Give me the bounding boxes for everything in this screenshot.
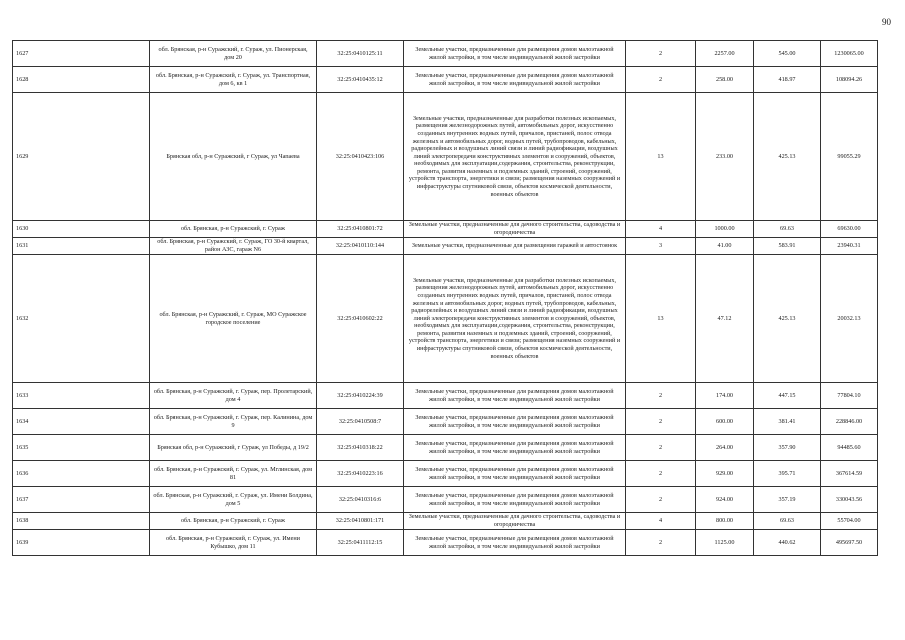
land-use-category: Земельные участки, предназначенные для размещения домов малоэтажной жилой застройки, в том числе индивидуальной жилой застройки	[404, 383, 626, 409]
land-use-category: Земельные участки, предназначенные для размещения домов малоэтажной жилой застройки, в том числе индивидуальной жилой застройки	[404, 409, 626, 435]
address-cell: Брянская обл, р-н Суражский, г Сураж, ул Победы, д 19/2	[150, 435, 317, 461]
land-use-group: 2	[626, 487, 696, 513]
cadastral-number: 32:25:0410223:16	[317, 461, 404, 487]
cadastral-number: 32:25:0411112:15	[317, 530, 404, 556]
land-use-category: Земельные участки, предназначенные для размещения домов малоэтажной жилой застройки, в том числе индивидуальной жилой застройки	[404, 435, 626, 461]
cadastral-value: 20032.13	[821, 255, 878, 383]
cadastral-number: 32:25:0410801:72	[317, 221, 404, 238]
land-use-category: Земельные участки, предназначенные для разработки полезных ископаемых, размещения железнодорожных путей, автомобильных дорог, искусственно созданных внутренних водных путей, причалов, пристаней, полос отвода железных и автомобильных дорог, водных путей, трубопроводов, кабельных, радиорелейных и воздушных линий связи и линий радиофикации, воздушных линий электропередачи конструктивных элементов и сооружений, объектов, необходимых для эксплуатации,содержания, строительства, реконструкции, ремонта, развития наземных и подземных зданий, строений, сооружений, устройств транспорта, энергетики и связи; размещения наземных сооружений и инфраструктуры спутниковой связи, объектов космической деятельности, военных объектов	[404, 93, 626, 221]
land-area: 1125.00	[696, 530, 754, 556]
land-use-group: 13	[626, 93, 696, 221]
row-number: 1635	[13, 435, 150, 461]
land-use-group: 4	[626, 221, 696, 238]
land-use-category: Земельные участки, предназначенные для дачного строительства, садоводства и огородничества	[404, 513, 626, 530]
cadastral-number: 32:25:0410125:11	[317, 41, 404, 67]
cadastral-value: 94485.60	[821, 435, 878, 461]
cadastral-number: 32:25:0410318:22	[317, 435, 404, 461]
land-use-category: Земельные участки, предназначенные для размещения домов малоэтажной жилой застройки, в том числе индивидуальной жилой застройки	[404, 67, 626, 93]
cadastral-value: 69630.00	[821, 221, 878, 238]
cadastral-value: 55704.00	[821, 513, 878, 530]
land-area: 258.00	[696, 67, 754, 93]
land-area: 1000.00	[696, 221, 754, 238]
land-area: 2257.00	[696, 41, 754, 67]
land-use-group: 2	[626, 530, 696, 556]
address-cell: обл. Брянская, р-н Суражский, г. Сураж, ул. Транспортная, дом 6, кв 1	[150, 67, 317, 93]
address-cell: обл. Брянская, р-н Суражский, г. Сураж, МО Суражское городское поселение	[150, 255, 317, 383]
land-use-group: 3	[626, 238, 696, 255]
land-area: 41.00	[696, 238, 754, 255]
cadastral-value: 228846.00	[821, 409, 878, 435]
row-number: 1628	[13, 67, 150, 93]
address-cell: Брянская обл, р-н Суражский, г Сураж, ул Чапаева	[150, 93, 317, 221]
cadastral-number: 32:25:0410110:144	[317, 238, 404, 255]
row-number: 1630	[13, 221, 150, 238]
land-use-category: Земельные участки, предназначенные для разработки полезных ископаемых, размещения железнодорожных путей, автомобильных дорог, искусственно созданных внутренних водных путей, причалов, пристаней, полос отвода железных и автомобильных дорог, водных путей, трубопроводов, кабельных, радиорелейных и воздушных линий связи и линий радиофикации, воздушных линий электропередачи конструктивных элементов и сооружений, объектов, необходимых для эксплуатации,содержания, строительства, реконструкции, ремонта, развития наземных и подземных зданий, строений, сооружений, устройств транспорта, энергетики и связи; размещения наземных сооружений и инфраструктуры спутниковой связи, объектов космической деятельности, военных объектов	[404, 255, 626, 383]
cadastral-number: 32:25:0410435:12	[317, 67, 404, 93]
land-use-group: 2	[626, 41, 696, 67]
table-row	[13, 435, 878, 461]
cadastral-value: 1230065.00	[821, 41, 878, 67]
cadastral-value: 495697.50	[821, 530, 878, 556]
row-number: 1631	[13, 238, 150, 255]
specific-cadastral-value: 381.41	[754, 409, 821, 435]
address-cell: обл. Брянская, р-н Суражский, г. Сураж, ул. Имени Болдина, дом 5	[150, 487, 317, 513]
cadastral-value: 330043.56	[821, 487, 878, 513]
table-row	[13, 255, 878, 383]
row-number: 1638	[13, 513, 150, 530]
land-area: 800.00	[696, 513, 754, 530]
cadastral-number: 32:25:0410602:22	[317, 255, 404, 383]
land-area: 600.00	[696, 409, 754, 435]
land-use-category: Земельные участки, предназначенные для дачного строительства, садоводства и огородничества	[404, 221, 626, 238]
land-use-category: Земельные участки, предназначенные для размещения домов малоэтажной жилой застройки, в том числе индивидуальной жилой застройки	[404, 461, 626, 487]
specific-cadastral-value: 425.13	[754, 93, 821, 221]
specific-cadastral-value: 447.15	[754, 383, 821, 409]
land-use-category: Земельные участки, предназначенные для размещения домов малоэтажной жилой застройки, в том числе индивидуальной жилой застройки	[404, 530, 626, 556]
address-cell: обл. Брянская, р-н Суражский, г. Сураж, ул. Имени Кубышко, дом 11	[150, 530, 317, 556]
land-use-group: 13	[626, 255, 696, 383]
row-number: 1637	[13, 487, 150, 513]
specific-cadastral-value: 357.90	[754, 435, 821, 461]
land-use-category: Земельные участки, предназначенные для размещения домов малоэтажной жилой застройки, в том числе индивидуальной жилой застройки	[404, 487, 626, 513]
land-use-group: 2	[626, 435, 696, 461]
cadastral-number: 32:25:0410801:171	[317, 513, 404, 530]
cadastral-number: 32:25:0410316:6	[317, 487, 404, 513]
address-cell: обл. Брянская, р-н Суражский, г. Сураж, пер. Калинина, дом 9	[150, 409, 317, 435]
row-number: 1633	[13, 383, 150, 409]
specific-cadastral-value: 69.63	[754, 513, 821, 530]
specific-cadastral-value: 583.91	[754, 238, 821, 255]
address-cell: обл. Брянская, р-н Суражский, г. Сураж, ГО 30-й квартал, район АЗС, гараж N6	[150, 238, 317, 255]
specific-cadastral-value: 440.62	[754, 530, 821, 556]
cadastral-value: 77804.10	[821, 383, 878, 409]
row-number: 1639	[13, 530, 150, 556]
land-use-group: 2	[626, 67, 696, 93]
row-number: 1627	[13, 41, 150, 67]
table-row	[13, 461, 878, 487]
land-area: 174.00	[696, 383, 754, 409]
row-number: 1634	[13, 409, 150, 435]
table-row	[13, 67, 878, 93]
table-row	[13, 383, 878, 409]
address-cell: обл. Брянская, р-н Суражский, г. Сураж	[150, 221, 317, 238]
specific-cadastral-value: 425.13	[754, 255, 821, 383]
land-area: 929.00	[696, 461, 754, 487]
table-row	[13, 221, 878, 238]
table-row	[13, 530, 878, 556]
address-cell: обл. Брянская, р-н Суражский, г. Сураж, ул. Мглинская, дом 81	[150, 461, 317, 487]
land-use-category: Земельные участки, предназначенные для размещения домов малоэтажной жилой застройки, в том числе индивидуальной жилой застройки	[404, 41, 626, 67]
land-use-category: Земельные участки, предназначенные для размещения гаражей и автостоянок	[404, 238, 626, 255]
table-row	[13, 409, 878, 435]
land-valuation-table	[12, 40, 878, 556]
page-number: 90	[882, 17, 891, 27]
land-use-group: 4	[626, 513, 696, 530]
table-row	[13, 41, 878, 67]
row-number: 1636	[13, 461, 150, 487]
land-area: 47.12	[696, 255, 754, 383]
row-number: 1629	[13, 93, 150, 221]
land-area: 233.00	[696, 93, 754, 221]
cadastral-value: 99055.29	[821, 93, 878, 221]
cadastral-number: 32:25:0410224:39	[317, 383, 404, 409]
address-cell: обл. Брянская, р-н Суражский, г. Сураж, пер. Пролетарский, дом 4	[150, 383, 317, 409]
specific-cadastral-value: 545.00	[754, 41, 821, 67]
specific-cadastral-value: 395.71	[754, 461, 821, 487]
table-row	[13, 238, 878, 255]
land-use-group: 2	[626, 383, 696, 409]
address-cell: обл. Брянская, р-н Суражский, г. Сураж, ул. Пионерская, дом 20	[150, 41, 317, 67]
table-row	[13, 513, 878, 530]
cadastral-value: 367614.59	[821, 461, 878, 487]
specific-cadastral-value: 357.19	[754, 487, 821, 513]
cadastral-value: 23940.31	[821, 238, 878, 255]
cadastral-number: 32:25:0410423:106	[317, 93, 404, 221]
land-use-group: 2	[626, 461, 696, 487]
row-number: 1632	[13, 255, 150, 383]
table-row	[13, 93, 878, 221]
table-row	[13, 487, 878, 513]
specific-cadastral-value: 69.63	[754, 221, 821, 238]
land-area: 264.00	[696, 435, 754, 461]
specific-cadastral-value: 418.97	[754, 67, 821, 93]
cadastral-value: 108094.26	[821, 67, 878, 93]
cadastral-number: 32:25:0410508:7	[317, 409, 404, 435]
address-cell: обл. Брянская, р-н Суражский, г. Сураж	[150, 513, 317, 530]
land-use-group: 2	[626, 409, 696, 435]
land-area: 924.00	[696, 487, 754, 513]
